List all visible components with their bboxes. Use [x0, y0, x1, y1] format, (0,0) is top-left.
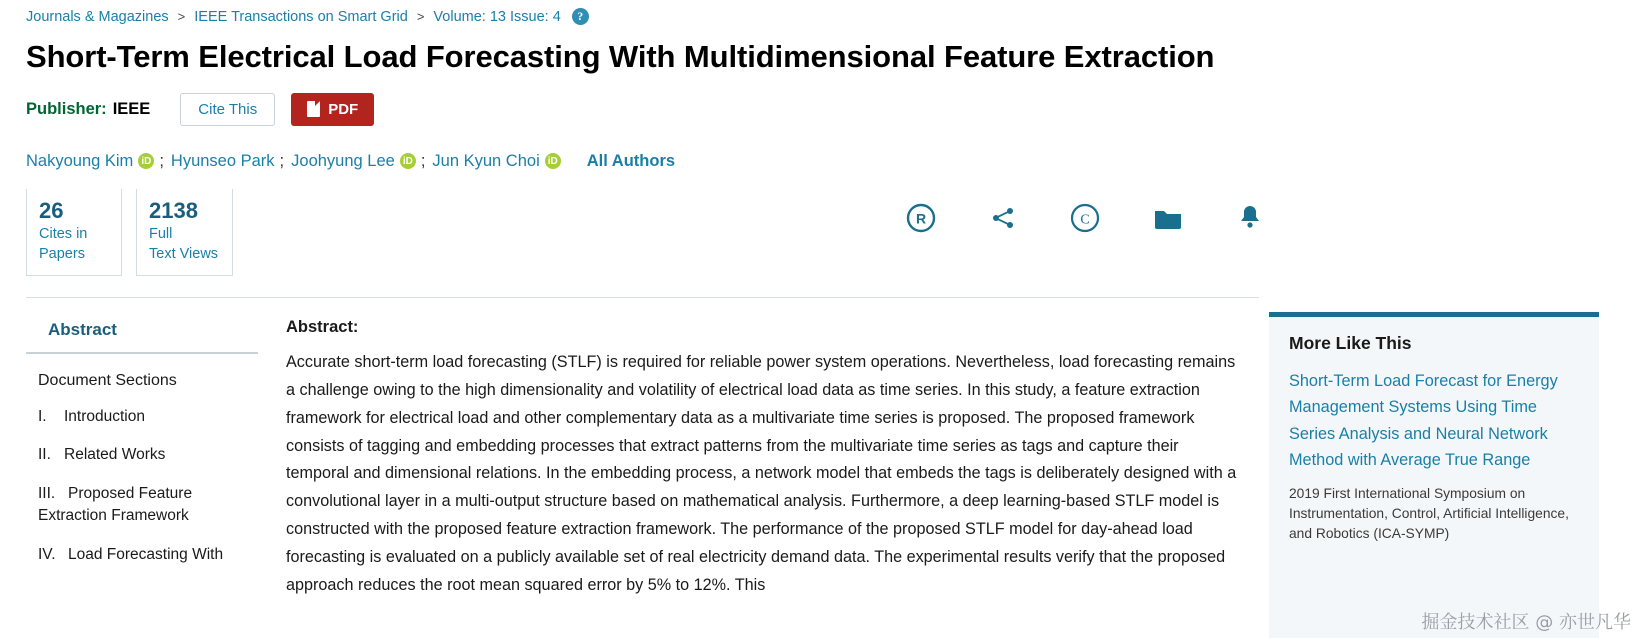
research-dashboard-icon[interactable]: [906, 203, 936, 238]
more-like-this-item-source: 2019 First International Symposium on Instrumentation, Control, Artificial Intelligence, and Robotics (ICA-SYMP): [1289, 485, 1569, 541]
more-like-this-panel: [1269, 312, 1599, 638]
author-2[interactable]: Hyunseo Park: [170, 151, 275, 170]
section-number-4: IV.: [38, 545, 56, 563]
section-divider: [26, 297, 1259, 298]
abstract-label: Abstract:: [286, 318, 359, 336]
help-icon[interactable]: ?: [572, 8, 589, 25]
author-1[interactable]: Nakyoung Kim: [26, 151, 134, 170]
breadcrumb-transactions-smart-grid[interactable]: IEEE Transactions on Smart Grid: [194, 8, 408, 25]
share-icon[interactable]: [988, 203, 1018, 238]
metric-views-number: 2138: [149, 197, 198, 223]
action-icons: [906, 203, 1264, 238]
sidebar-item-abstract[interactable]: Abstract: [48, 320, 117, 339]
section-number-1: I.: [38, 408, 47, 425]
more-like-this-heading: More Like This: [1289, 333, 1412, 353]
sidebar: [0, 312, 262, 566]
section-number-3: III.: [38, 484, 56, 502]
sidebar-item-section-3[interactable]: [26, 467, 262, 528]
metric-cites-label-2: Papers: [39, 246, 85, 263]
breadcrumb-volume-issue[interactable]: Volume: 13 Issue: 4: [433, 8, 561, 25]
svg-text:R: R: [915, 210, 927, 227]
watermark: 掘金技术社区 @ 亦世凡华: [1421, 612, 1631, 633]
breadcrumb-separator-1: >: [177, 9, 186, 24]
sidebar-item-section-2[interactable]: [26, 428, 262, 466]
more-like-this-item-title[interactable]: Short-Term Load Forecast for Energy Management Systems Using Time Series Analysis and Neural Network Method with Average True Range: [1289, 372, 1558, 470]
publisher-label: Publisher:: [26, 99, 107, 118]
pdf-file-icon: [307, 101, 320, 117]
content-area: [0, 312, 1645, 638]
author-separator-2: ;: [279, 151, 285, 170]
author-separator-1: ;: [159, 151, 164, 170]
cite-this-button[interactable]: Cite This: [180, 93, 275, 126]
metric-full-text-views[interactable]: [136, 189, 233, 276]
folder-icon[interactable]: [1152, 204, 1184, 237]
metric-cites-label-1: Cites in: [39, 226, 88, 243]
breadcrumb-journals-magazines[interactable]: Journals & Magazines: [26, 8, 169, 25]
metric-cites-in-papers[interactable]: [26, 189, 122, 276]
authors-list: [26, 152, 1645, 171]
author-4[interactable]: Jun Kyun Choi: [432, 151, 540, 170]
pdf-button[interactable]: [291, 93, 374, 126]
metric-views-label-2: Text Views: [149, 246, 219, 263]
sidebar-document-sections-heading: Document Sections: [38, 372, 177, 389]
copyright-icon[interactable]: [1070, 203, 1100, 238]
breadcrumb: [0, 0, 1645, 25]
abstract-text: Accurate short-term load forecasting (STLF) is required for reliable power system operations. Nevertheless, load forecasting remains a challenge owing to the high dimensionality and volatility of electrical load data as time series. In this study, a feature extraction framework for electrical load and other complementary data as a multivariate time series is proposed. The proposed framework consists of tagging and embedding processes that extract patterns from the multivariate time series as tags and capture their temporal and dimensional relations. In the embedding process, a network model that embeds the tags is deliberately designed with a convolutional layer in a multi-output structure based on mathematical analysis. Furthermore, a deep learning-based STLF model is constructed with the proposed feature extraction framework. The performance of the proposed STLF model for day-ahead load forecasting is evaluated on a publicly available set of real electricity demand data. The experimental results verify that the proposed approach reduces the root mean squared error by 5% to 12%. This: [286, 353, 1237, 594]
publisher-row: [26, 93, 1645, 126]
section-label-3: Proposed Feature Extraction Framework: [38, 484, 193, 525]
sidebar-item-section-1[interactable]: [26, 390, 262, 428]
svg-text:C: C: [1080, 212, 1090, 228]
author-3[interactable]: Joohyung Lee: [291, 151, 395, 170]
alerts-bell-icon[interactable]: [1236, 203, 1264, 238]
sidebar-item-section-4[interactable]: [26, 528, 262, 566]
section-label-2: Related Works: [64, 446, 166, 464]
section-label-4: Load Forecasting With: [68, 545, 224, 563]
abstract-panel: [262, 312, 1247, 600]
publisher-name: IEEE: [112, 99, 151, 118]
metrics-row: [26, 189, 1645, 276]
page-title: Short-Term Electrical Load Forecasting With Multidimensional Feature Extraction: [26, 39, 1215, 74]
section-number-2: II.: [38, 446, 51, 464]
orcid-icon-3[interactable]: iD: [400, 153, 416, 169]
breadcrumb-separator-2: >: [416, 9, 425, 24]
metric-cites-number: 26: [39, 197, 64, 223]
pdf-button-label: PDF: [328, 100, 359, 118]
metric-views-label-1: Full: [149, 226, 173, 243]
orcid-icon-1[interactable]: iD: [138, 153, 154, 169]
section-label-1: Introduction: [64, 408, 145, 425]
all-authors-link[interactable]: All Authors: [586, 151, 676, 170]
orcid-icon-4[interactable]: iD: [545, 153, 561, 169]
author-separator-3: ;: [420, 151, 426, 170]
